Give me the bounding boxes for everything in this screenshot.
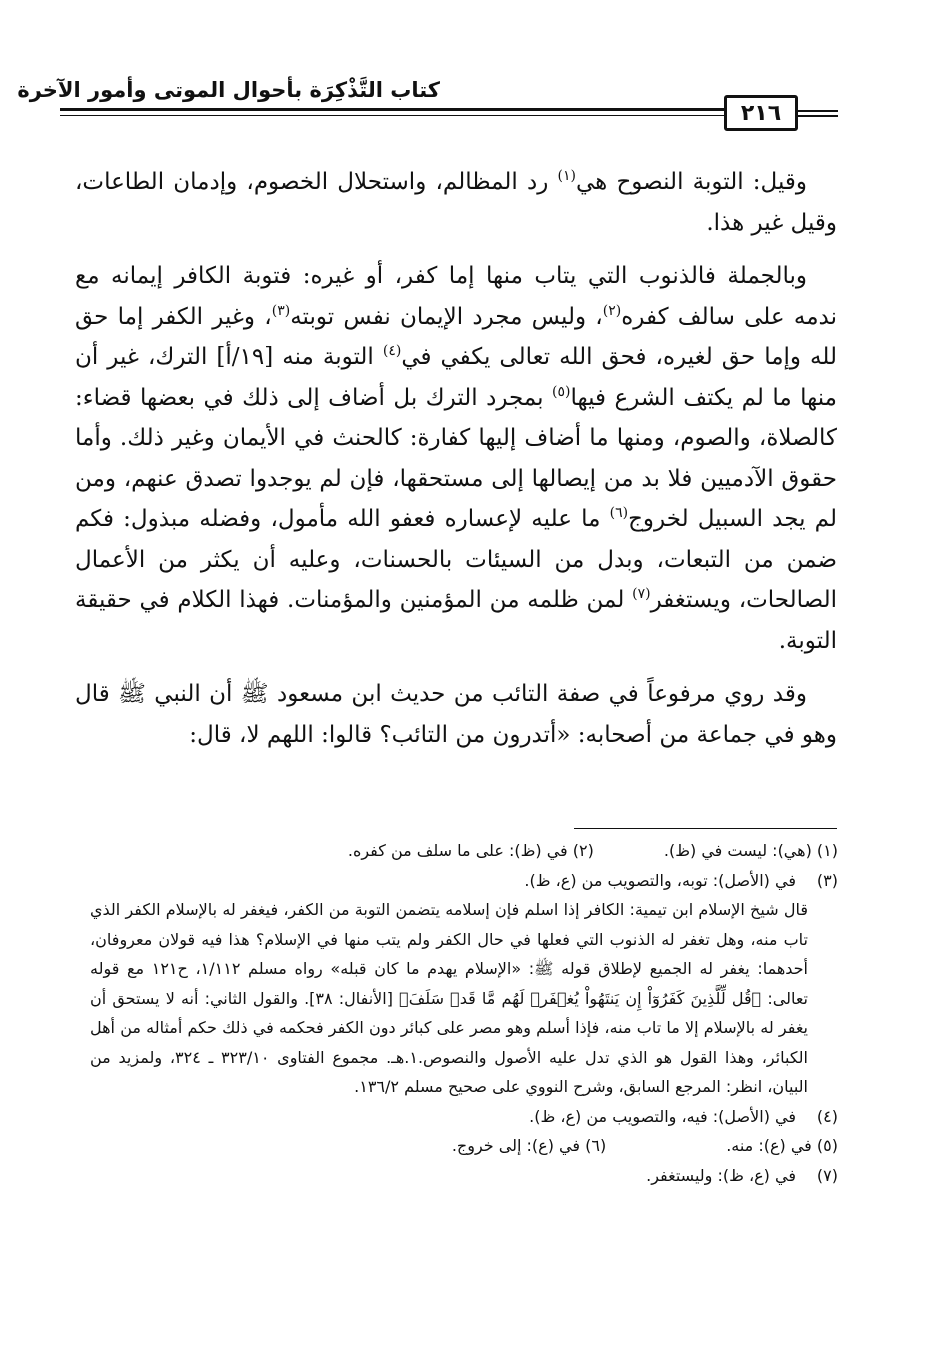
footnote-3 — [90, 866, 838, 896]
header-rule-right-top — [796, 110, 838, 112]
footnote-marker: (١) — [557, 168, 576, 184]
footnote-6: (٦) في (ع): إلى خروج. — [451, 1136, 607, 1155]
footnote-marker: (٦) — [609, 505, 629, 521]
footnote-text: في (الأصل): توبه، والتصويب من (ع، ظ). — [524, 870, 796, 890]
text-run: ، وغير الكفر إما حق لله وإما حق لغيره، فحق الله تعالى يكفي في — [75, 303, 837, 370]
footnote-marker: (٧) — [632, 586, 651, 602]
header-rule-thick — [60, 108, 726, 111]
footnote-number: (٤) — [816, 1106, 838, 1126]
text-run: لمن ظلمه من المؤمنين والمؤمنات. فهذا الكلام في حقيقة التوبة. — [75, 587, 837, 654]
text-run: وقيل: التوبة النصوح هي — [575, 169, 807, 195]
footnote-text: في (الأصل): فيه، والتصويب من (ع، ظ). — [529, 1106, 796, 1126]
page-number: ٢١٦ — [724, 95, 798, 131]
footnote-4 — [90, 1102, 838, 1132]
footnote-marker: (٥) — [552, 383, 571, 400]
footnote-7 — [90, 1161, 838, 1191]
footnote-text: في (ع، ظ): وليستغفر. — [646, 1165, 796, 1185]
footnote-marker: (٤) — [382, 343, 402, 359]
text-run: بمجرد الترك بل أضاف إلى ذلك في بعضها قضاء: كالصلاة، والصوم، ومنها ما أضاف إليها كفارة: كالحنث في الأيمان وغير ذلك. وأما حقوق الآدميين فلا بد من إيصالها إلى مستحقها، فإن لم يوجدوا تصدق عنهم، ومن لم يجد السبيل لخروج — [75, 384, 837, 532]
running-header-title: كتاب التَّذْكِرَة بأحوال الموتى وأمور الآخرة — [17, 78, 440, 102]
text-run: رد المظالم، واستحلال الخصوم، وإدمان الطاعات، وقيل غير هذا. — [75, 169, 837, 236]
footnote-marker: (٢) — [602, 302, 622, 319]
footnotes — [90, 836, 838, 1190]
footnote-5: (٥) في (ع): منه. — [726, 1136, 838, 1155]
paragraph — [75, 674, 837, 755]
text-run: وبالجملة فالذنوب التي يتاب منها إما كفر، أو غيره: فتوبة الكافر إيمانه مع ندمه على سالف كفره — [75, 263, 837, 330]
footnote-number: (٧) — [816, 1165, 838, 1185]
main-text — [75, 162, 837, 755]
paragraph — [75, 162, 837, 243]
footnote-2: (٢) في (ظ): على ما سلف من كفره. — [347, 841, 594, 860]
footnote-row-5-6 — [90, 1131, 838, 1161]
footnote-separator — [574, 828, 837, 829]
footnote-1: (١) (هي): ليست في (ظ). — [663, 841, 838, 860]
header-rule-thin — [60, 115, 726, 116]
text-run: ما عليه لإعساره فعفو الله مأمول، وفضله مبذول: فكم ضمن من التبعات، وبدل من السيئات بالحسنات، وعليه أن يكثر من الأعمال الصالحات، ويستغفر — [75, 506, 837, 613]
text-run: وقد روي مرفوعاً في صفة التائب من حديث ابن مسعود ﷺ أن النبي ﷺ قال وهو في جماعة من أصحابه: «أتدرون من التائب؟ قالوا: اللهم لا، قال: — [75, 681, 837, 748]
footnote-marker: (٣) — [271, 302, 291, 319]
footnote-row-1-2 — [90, 836, 838, 866]
text-run: ، وليس مجرد الإيمان نفس توبته — [290, 303, 603, 330]
text-run: التوبة منه [١٩/أ] الترك، غير أن منها ما لم يكتف الشرع فيها — [75, 344, 837, 411]
header-rule-right-bottom — [796, 115, 838, 117]
paragraph — [75, 256, 837, 661]
footnote-number: (٣) — [816, 870, 838, 890]
footnote-3-quotation: قال شيخ الإسلام ابن تيمية: الكافر إذا اسلم فإن إسلامه يتضمن التوبة من الكفر، فيغفر له بالإسلام الكفر الذي تاب منه، وهل تغفر له الذنوب التي فعلها في حال الكفر ولم يتب منها في الإسلام؟ هذا فيه قولان معروفان، أحدهما: يغفر له الجميع لإطلاق قوله ﷺ: «الإسلام يهدم ما كان قبله» رواه مسلم ١/١١٢، ح١٢١ مع قوله تعالى: ﴿قُل لِّلَّذِينَ كَفَرُوٓاْ إِن يَنتَهُواْ يُغۡفَرۡ لَهُم مَّا قَدۡ سَلَفَ﴾ [الأنفال: ٣٨]. والقول الثاني: أنه لا يستحق أن يغفر له بالإسلام إلا ما تاب منه، فإذا أسلم وهو مصر على كبائر دون الكفر فحكمه في ذلك حكم أمثاله من أهل الكبائر، وهذا القول هو الذي تدل عليه الأصول والنصوص.١.هـ. مجموع الفتاوى ٣٢٣/١٠ ـ ٣٢٤، ولمزيد من البيان، انظر: المرجع السابق، وشرح النووي على صحيح مسلم ١٣٦/٢. — [90, 900, 809, 1096]
